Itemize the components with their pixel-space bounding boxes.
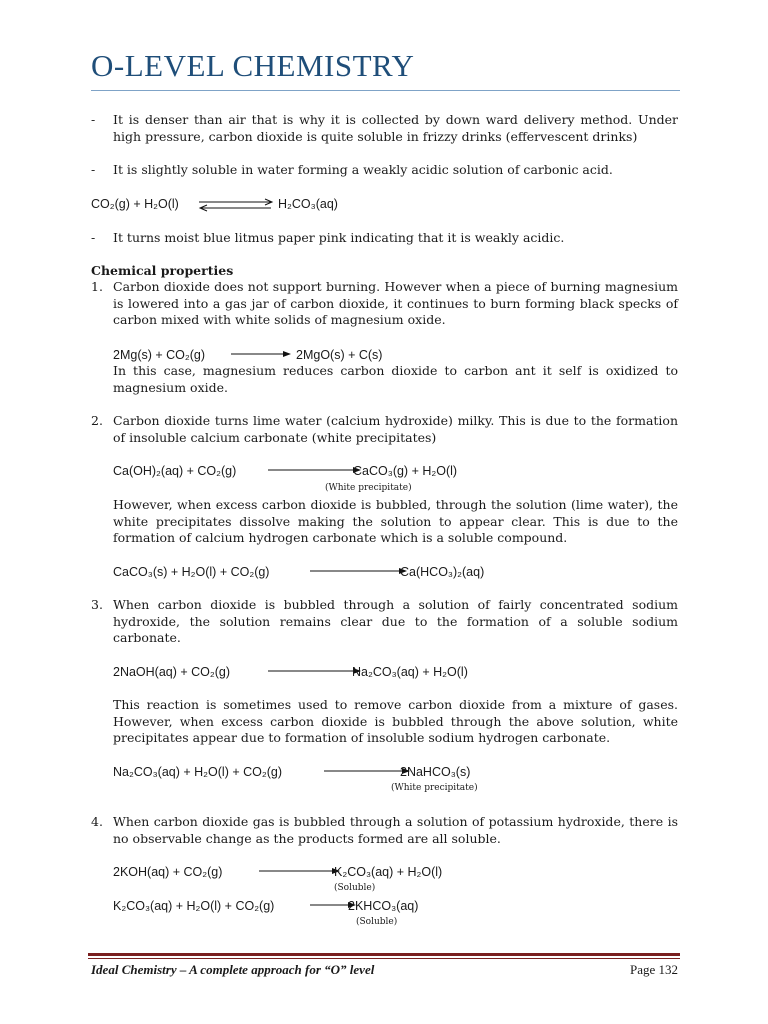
arrow-icon bbox=[268, 463, 364, 477]
equation-right: Na₂CO₃(aq) + H₂O(l) bbox=[352, 665, 468, 679]
equation-right: 2MgO(s) + C(s) bbox=[296, 348, 383, 362]
arrow-icon bbox=[259, 864, 343, 878]
bullet-text-soluble: It is slightly soluble in water forming a weakly acidic solution of carbonic acid. bbox=[113, 162, 613, 177]
item-number: 4. bbox=[91, 814, 103, 829]
equation-left: 2Mg(s) + CO₂(g) bbox=[113, 348, 206, 362]
equation-left: Na₂CO₃(aq) + H₂O(l) + CO₂(g) bbox=[113, 765, 282, 779]
bullet-dash: - bbox=[91, 230, 96, 245]
equation-left: 2KOH(aq) + CO₂(g) bbox=[113, 865, 223, 879]
reversible-arrow-icon bbox=[197, 197, 277, 213]
equation-right: Ca(HCO₃)₂(aq) bbox=[400, 565, 485, 579]
arrow-icon bbox=[231, 347, 293, 361]
soluble-note: (Soluble) bbox=[356, 917, 398, 927]
footer-page-number: Page 132 bbox=[629, 962, 678, 977]
arrow-icon bbox=[324, 764, 412, 778]
equation-right: 2NaHCO₃(s) bbox=[400, 765, 471, 779]
precipitate-note: (White precipitate) bbox=[391, 783, 478, 793]
item-text: When carbon dioxide gas is bubbled through a solution of potassium hydroxide, there is no observable change as the products formed are all soluble. bbox=[113, 814, 678, 846]
footer-divider-thick bbox=[88, 953, 680, 956]
footer-divider-thin bbox=[88, 958, 680, 959]
item-text: Carbon dioxide does not support burning. However when a piece of burning magnesium is lowered into a gas jar of carbon dioxide, it continues to burn forming black specks of carbon mixed with white solids of magnesium oxide. bbox=[113, 279, 678, 328]
footer-book-title: Ideal Chemistry – A complete approach for “O” level bbox=[91, 962, 375, 977]
item-text: Carbon dioxide turns lime water (calcium hydroxide) milky. This is due to the formation of insoluble calcium carbonate (white precipitates) bbox=[113, 413, 678, 445]
bullet-dash: - bbox=[91, 162, 96, 177]
bullet-text-litmus: It turns moist blue litmus paper pink indicating that it is weakly acidic. bbox=[113, 230, 565, 245]
bullet-dash: - bbox=[91, 112, 96, 127]
item-after-text: In this case, magnesium reduces carbon dioxide to carbon ant it self is oxidized to magnesium oxide. bbox=[113, 363, 678, 395]
item-after-text: This reaction is sometimes used to remove carbon dioxide from a mixture of gases. However, when excess carbon dioxide is bubbled through the above solution, white precipitates appear due to formation of insoluble sodium hydrogen carbonate. bbox=[113, 697, 678, 746]
equation-left: 2NaOH(aq) + CO₂(g) bbox=[113, 665, 231, 679]
section-heading: Chemical properties bbox=[91, 263, 234, 278]
page-title: O-LEVEL CHEMISTRY bbox=[91, 48, 415, 83]
equation-right: H₂CO₃(aq) bbox=[278, 197, 338, 211]
item-text: When carbon dioxide is bubbled through a solution of fairly concentrated sodium hydroxide, the solution remains clear due to the formation of a soluble sodium carbonate. bbox=[113, 597, 678, 646]
equation-right: 2KHCO₃(aq) bbox=[348, 899, 419, 913]
arrow-icon bbox=[310, 564, 410, 578]
equation-left: K₂CO₃(aq) + H₂O(l) + CO₂(g) bbox=[113, 899, 275, 913]
precipitate-note: (White precipitate) bbox=[325, 483, 412, 493]
title-divider bbox=[91, 90, 680, 91]
equation-left: CO₂(g) + H₂O(l) bbox=[91, 197, 179, 211]
equation-right: K₂CO₃(aq) + H₂O(l) bbox=[334, 865, 443, 879]
equation-right: CaCO₃(g) + H₂O(l) bbox=[353, 464, 458, 478]
equation-left: Ca(OH)₂(aq) + CO₂(g) bbox=[113, 464, 237, 478]
item-number: 2. bbox=[91, 413, 103, 428]
bullet-text-denser: It is denser than air that is why it is collected by down ward delivery method. Under high pressure, carbon dioxide is quite soluble in frizzy drinks (effervescent drinks) bbox=[113, 112, 678, 144]
arrow-icon bbox=[268, 664, 364, 678]
soluble-note: (Soluble) bbox=[334, 883, 376, 893]
item-after-text: However, when excess carbon dioxide is bubbled, through the solution (lime water), the white precipitates dissolve making the solution to appear clear. This is due to the formation of calcium hydrogen carbonate which is a soluble compound. bbox=[113, 497, 678, 546]
item-number: 3. bbox=[91, 597, 103, 612]
equation-left: CaCO₃(s) + H₂O(l) + CO₂(g) bbox=[113, 565, 270, 579]
item-number: 1. bbox=[91, 279, 103, 294]
